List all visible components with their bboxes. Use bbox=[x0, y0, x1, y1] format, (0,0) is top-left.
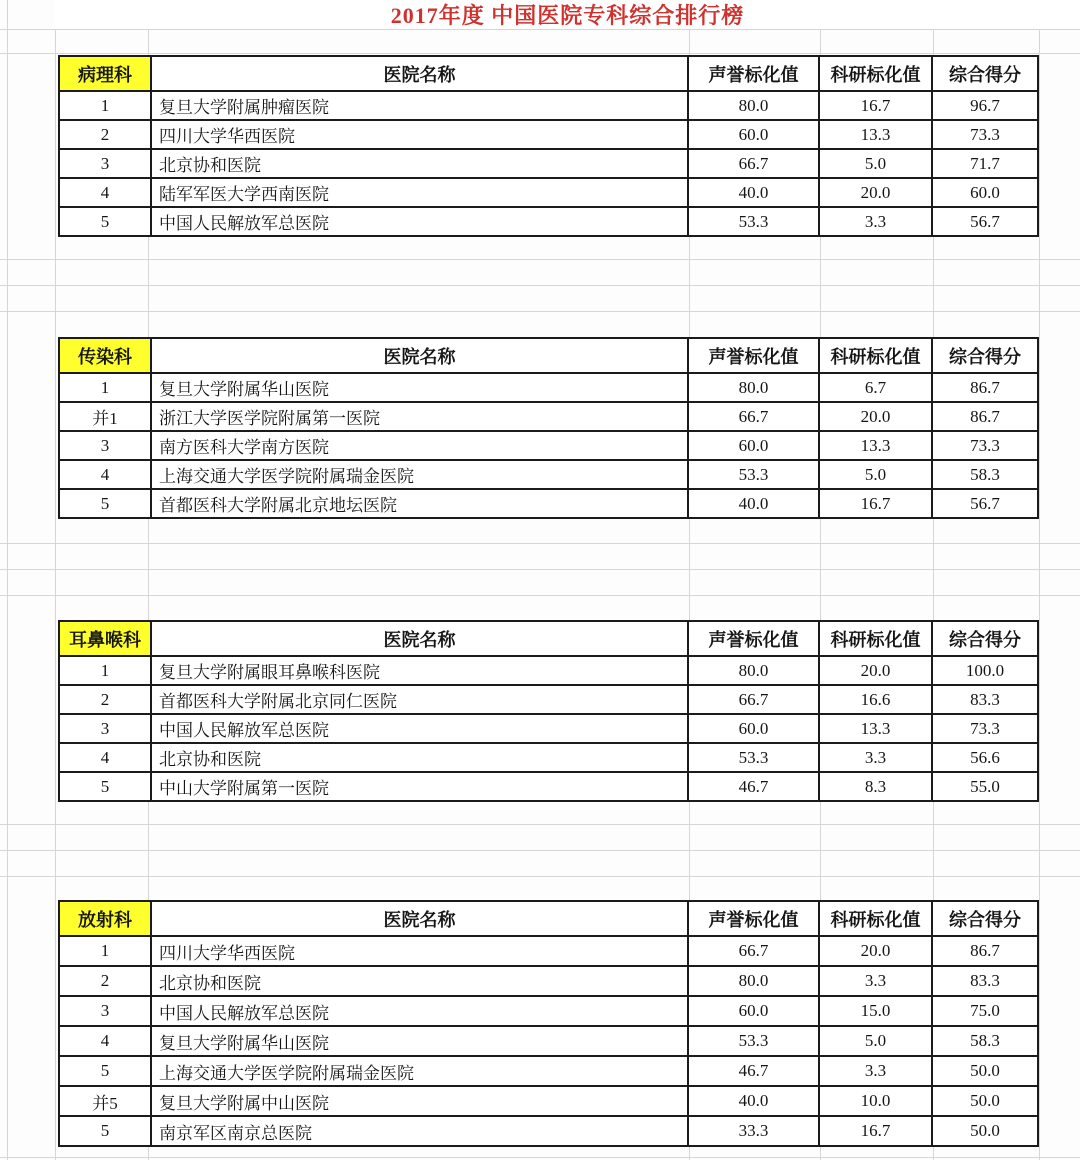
column-header-reputation: 声誉标化值 bbox=[687, 622, 818, 655]
column-header-hospital: 医院名称 bbox=[150, 339, 687, 372]
hospital-name-cell: 北京协和医院 bbox=[150, 744, 687, 771]
table-row bbox=[60, 90, 1037, 119]
reputation-value-cell: 53.3 bbox=[687, 461, 818, 488]
rank-cell: 4 bbox=[100, 1031, 110, 1050]
hospital-name-cell: 北京协和医院 bbox=[150, 150, 687, 177]
reputation-value-cell: 40.0 bbox=[687, 490, 818, 517]
total-value-cell: 58.3 bbox=[931, 461, 1037, 488]
research-value-cell: 3.3 bbox=[818, 208, 931, 235]
row-gridline bbox=[0, 850, 1080, 851]
total-value-cell: 96.7 bbox=[931, 92, 1037, 119]
reputation-value-cell: 60.0 bbox=[687, 121, 818, 148]
rank-cell: 3 bbox=[100, 435, 110, 455]
research-value-cell: 3.3 bbox=[818, 967, 931, 995]
research-value-cell: 13.3 bbox=[818, 715, 931, 742]
total-value-cell: 71.7 bbox=[931, 150, 1037, 177]
hospital-name-cell: 北京协和医院 bbox=[150, 967, 687, 995]
table-row bbox=[60, 1055, 1037, 1085]
total-value-cell: 73.3 bbox=[931, 715, 1037, 742]
hospital-name-cell: 复旦大学附属华山医院 bbox=[150, 1027, 687, 1055]
rank-cell: 5 bbox=[100, 211, 110, 231]
ranking-table-2 bbox=[58, 337, 1039, 519]
table-row bbox=[60, 401, 1037, 430]
total-value-cell: 83.3 bbox=[931, 686, 1037, 713]
reputation-value-cell: 60.0 bbox=[687, 715, 818, 742]
total-value-cell: 73.3 bbox=[931, 432, 1037, 459]
rank-cell: 1 bbox=[100, 660, 110, 680]
total-value-cell: 86.7 bbox=[931, 403, 1037, 430]
rank-cell: 3 bbox=[100, 718, 110, 738]
table-row bbox=[60, 1025, 1037, 1055]
reputation-value-cell: 53.3 bbox=[687, 1027, 818, 1055]
column-header-reputation: 声誉标化值 bbox=[687, 902, 818, 935]
total-value-cell: 100.0 bbox=[931, 657, 1037, 684]
hospital-name-cell: 中国人民解放军总医院 bbox=[150, 715, 687, 742]
row-gridline bbox=[0, 595, 1080, 596]
department-label: 耳鼻喉科 bbox=[60, 622, 150, 655]
total-value-cell: 56.7 bbox=[931, 490, 1037, 517]
research-value-cell: 16.6 bbox=[818, 686, 931, 713]
column-header-hospital: 医院名称 bbox=[150, 622, 687, 655]
table-row bbox=[60, 742, 1037, 771]
rank-cell: 5 bbox=[100, 1121, 110, 1140]
research-value-cell: 20.0 bbox=[818, 403, 931, 430]
rank-cell: 4 bbox=[100, 747, 110, 767]
research-value-cell: 5.0 bbox=[818, 150, 931, 177]
rank-cell: 2 bbox=[100, 971, 110, 990]
table-row bbox=[60, 206, 1037, 235]
total-value-cell: 60.0 bbox=[931, 179, 1037, 206]
ranking-table-3 bbox=[58, 620, 1039, 802]
reputation-value-cell: 53.3 bbox=[687, 744, 818, 771]
hospital-name-cell: 复旦大学附属华山医院 bbox=[150, 374, 687, 401]
total-value-cell: 75.0 bbox=[931, 997, 1037, 1025]
table-row bbox=[60, 935, 1037, 965]
column-header-total: 综合得分 bbox=[931, 57, 1037, 90]
table-row bbox=[60, 771, 1037, 800]
column-header-reputation: 声誉标化值 bbox=[687, 57, 818, 90]
table-row bbox=[60, 655, 1037, 684]
row-gridline bbox=[0, 876, 1080, 877]
ranking-table-4 bbox=[58, 900, 1039, 1147]
table-row bbox=[60, 372, 1037, 401]
hospital-name-cell: 四川大学华西医院 bbox=[150, 937, 687, 965]
hospital-name-cell: 复旦大学附属眼耳鼻喉科医院 bbox=[150, 657, 687, 684]
research-value-cell: 6.7 bbox=[818, 374, 931, 401]
rank-cell: 4 bbox=[100, 182, 110, 202]
hospital-name-cell: 南京军区南京总医院 bbox=[150, 1117, 687, 1145]
reputation-value-cell: 60.0 bbox=[687, 997, 818, 1025]
reputation-value-cell: 80.0 bbox=[687, 657, 818, 684]
total-value-cell: 73.3 bbox=[931, 121, 1037, 148]
hospital-name-cell: 复旦大学附属肿瘤医院 bbox=[150, 92, 687, 119]
table-row bbox=[60, 995, 1037, 1025]
column-gridline bbox=[1039, 0, 1040, 1160]
department-label: 病理科 bbox=[60, 57, 150, 90]
row-gridline bbox=[0, 259, 1080, 260]
research-value-cell: 3.3 bbox=[818, 744, 931, 771]
research-value-cell: 13.3 bbox=[818, 121, 931, 148]
row-gridline bbox=[0, 824, 1080, 825]
total-value-cell: 50.0 bbox=[931, 1117, 1037, 1145]
research-value-cell: 10.0 bbox=[818, 1087, 931, 1115]
research-value-cell: 16.7 bbox=[818, 490, 931, 517]
rank-cell: 5 bbox=[100, 1061, 110, 1080]
table-row bbox=[60, 965, 1037, 995]
reputation-value-cell: 66.7 bbox=[687, 937, 818, 965]
hospital-name-cell: 中山大学附属第一医院 bbox=[150, 773, 687, 800]
page-title: 2017年度 中国医院专科综合排行榜 bbox=[55, 0, 1080, 29]
row-gridline bbox=[0, 53, 1080, 54]
table-row bbox=[60, 488, 1037, 517]
research-value-cell: 16.7 bbox=[818, 92, 931, 119]
total-value-cell: 83.3 bbox=[931, 967, 1037, 995]
reputation-value-cell: 33.3 bbox=[687, 1117, 818, 1145]
research-value-cell: 20.0 bbox=[818, 657, 931, 684]
hospital-name-cell: 中国人民解放军总医院 bbox=[150, 997, 687, 1025]
table-row bbox=[60, 177, 1037, 206]
table-header-row bbox=[60, 902, 1037, 935]
total-value-cell: 56.6 bbox=[931, 744, 1037, 771]
table-row bbox=[60, 1085, 1037, 1115]
total-value-cell: 58.3 bbox=[931, 1027, 1037, 1055]
hospital-name-cell: 上海交通大学医学院附属瑞金医院 bbox=[150, 461, 687, 488]
row-gridline bbox=[0, 285, 1080, 286]
research-value-cell: 3.3 bbox=[818, 1057, 931, 1085]
rank-cell: 5 bbox=[100, 776, 110, 796]
table-row bbox=[60, 1115, 1037, 1145]
rank-cell: 5 bbox=[100, 493, 110, 513]
hospital-name-cell: 浙江大学医学院附属第一医院 bbox=[150, 403, 687, 430]
ranking-table-1 bbox=[58, 55, 1039, 237]
hospital-name-cell: 南方医科大学南方医院 bbox=[150, 432, 687, 459]
table-row bbox=[60, 713, 1037, 742]
research-value-cell: 5.0 bbox=[818, 461, 931, 488]
row-gridline bbox=[0, 543, 1080, 544]
reputation-value-cell: 80.0 bbox=[687, 92, 818, 119]
total-value-cell: 86.7 bbox=[931, 374, 1037, 401]
research-value-cell: 20.0 bbox=[818, 179, 931, 206]
rank-cell: 2 bbox=[100, 124, 110, 144]
hospital-name-cell: 中国人民解放军总医院 bbox=[150, 208, 687, 235]
hospital-name-cell: 首都医科大学附属北京地坛医院 bbox=[150, 490, 687, 517]
column-header-hospital: 医院名称 bbox=[150, 902, 687, 935]
table-header-row bbox=[60, 339, 1037, 372]
reputation-value-cell: 66.7 bbox=[687, 686, 818, 713]
rank-cell: 并1 bbox=[92, 409, 118, 428]
table-row bbox=[60, 684, 1037, 713]
column-header-research: 科研标化值 bbox=[818, 339, 931, 372]
rank-cell: 1 bbox=[100, 95, 110, 115]
reputation-value-cell: 66.7 bbox=[687, 150, 818, 177]
hospital-name-cell: 上海交通大学医学院附属瑞金医院 bbox=[150, 1057, 687, 1085]
reputation-value-cell: 40.0 bbox=[687, 1087, 818, 1115]
department-label: 传染科 bbox=[60, 339, 150, 372]
table-header-row bbox=[60, 622, 1037, 655]
column-header-hospital: 医院名称 bbox=[150, 57, 687, 90]
total-value-cell: 50.0 bbox=[931, 1057, 1037, 1085]
hospital-name-cell: 陆军军医大学西南医院 bbox=[150, 179, 687, 206]
reputation-value-cell: 80.0 bbox=[687, 374, 818, 401]
rank-cell: 4 bbox=[100, 464, 110, 484]
rank-cell: 3 bbox=[100, 153, 110, 173]
column-header-research: 科研标化值 bbox=[818, 622, 931, 655]
research-value-cell: 15.0 bbox=[818, 997, 931, 1025]
research-value-cell: 8.3 bbox=[818, 773, 931, 800]
total-value-cell: 56.7 bbox=[931, 208, 1037, 235]
table-row bbox=[60, 148, 1037, 177]
rank-cell: 1 bbox=[100, 941, 110, 960]
total-value-cell: 50.0 bbox=[931, 1087, 1037, 1115]
rank-cell: 1 bbox=[100, 377, 110, 397]
reputation-value-cell: 53.3 bbox=[687, 208, 818, 235]
column-header-total: 综合得分 bbox=[931, 622, 1037, 655]
reputation-value-cell: 46.7 bbox=[687, 773, 818, 800]
rank-cell: 并5 bbox=[92, 1093, 118, 1113]
row-gridline bbox=[0, 1157, 1080, 1158]
reputation-value-cell: 66.7 bbox=[687, 403, 818, 430]
table-row bbox=[60, 119, 1037, 148]
department-label: 放射科 bbox=[60, 902, 150, 935]
table-header-row bbox=[60, 57, 1037, 90]
total-value-cell: 55.0 bbox=[931, 773, 1037, 800]
research-value-cell: 13.3 bbox=[818, 432, 931, 459]
rank-cell: 3 bbox=[100, 1001, 110, 1020]
reputation-value-cell: 40.0 bbox=[687, 179, 818, 206]
hospital-name-cell: 复旦大学附属中山医院 bbox=[150, 1087, 687, 1115]
total-value-cell: 86.7 bbox=[931, 937, 1037, 965]
hospital-name-cell: 四川大学华西医院 bbox=[150, 121, 687, 148]
column-header-research: 科研标化值 bbox=[818, 57, 931, 90]
table-row bbox=[60, 459, 1037, 488]
reputation-value-cell: 80.0 bbox=[687, 967, 818, 995]
reputation-value-cell: 46.7 bbox=[687, 1057, 818, 1085]
research-value-cell: 5.0 bbox=[818, 1027, 931, 1055]
table-row bbox=[60, 430, 1037, 459]
column-header-total: 综合得分 bbox=[931, 902, 1037, 935]
column-header-total: 综合得分 bbox=[931, 339, 1037, 372]
research-value-cell: 20.0 bbox=[818, 937, 931, 965]
rank-cell: 2 bbox=[100, 689, 110, 709]
row-gridline bbox=[0, 569, 1080, 570]
hospital-name-cell: 首都医科大学附属北京同仁医院 bbox=[150, 686, 687, 713]
column-gridline bbox=[55, 0, 56, 1160]
column-header-reputation: 声誉标化值 bbox=[687, 339, 818, 372]
column-gridline bbox=[7, 0, 8, 1160]
reputation-value-cell: 60.0 bbox=[687, 432, 818, 459]
research-value-cell: 16.7 bbox=[818, 1117, 931, 1145]
row-gridline bbox=[0, 311, 1080, 312]
column-header-research: 科研标化值 bbox=[818, 902, 931, 935]
